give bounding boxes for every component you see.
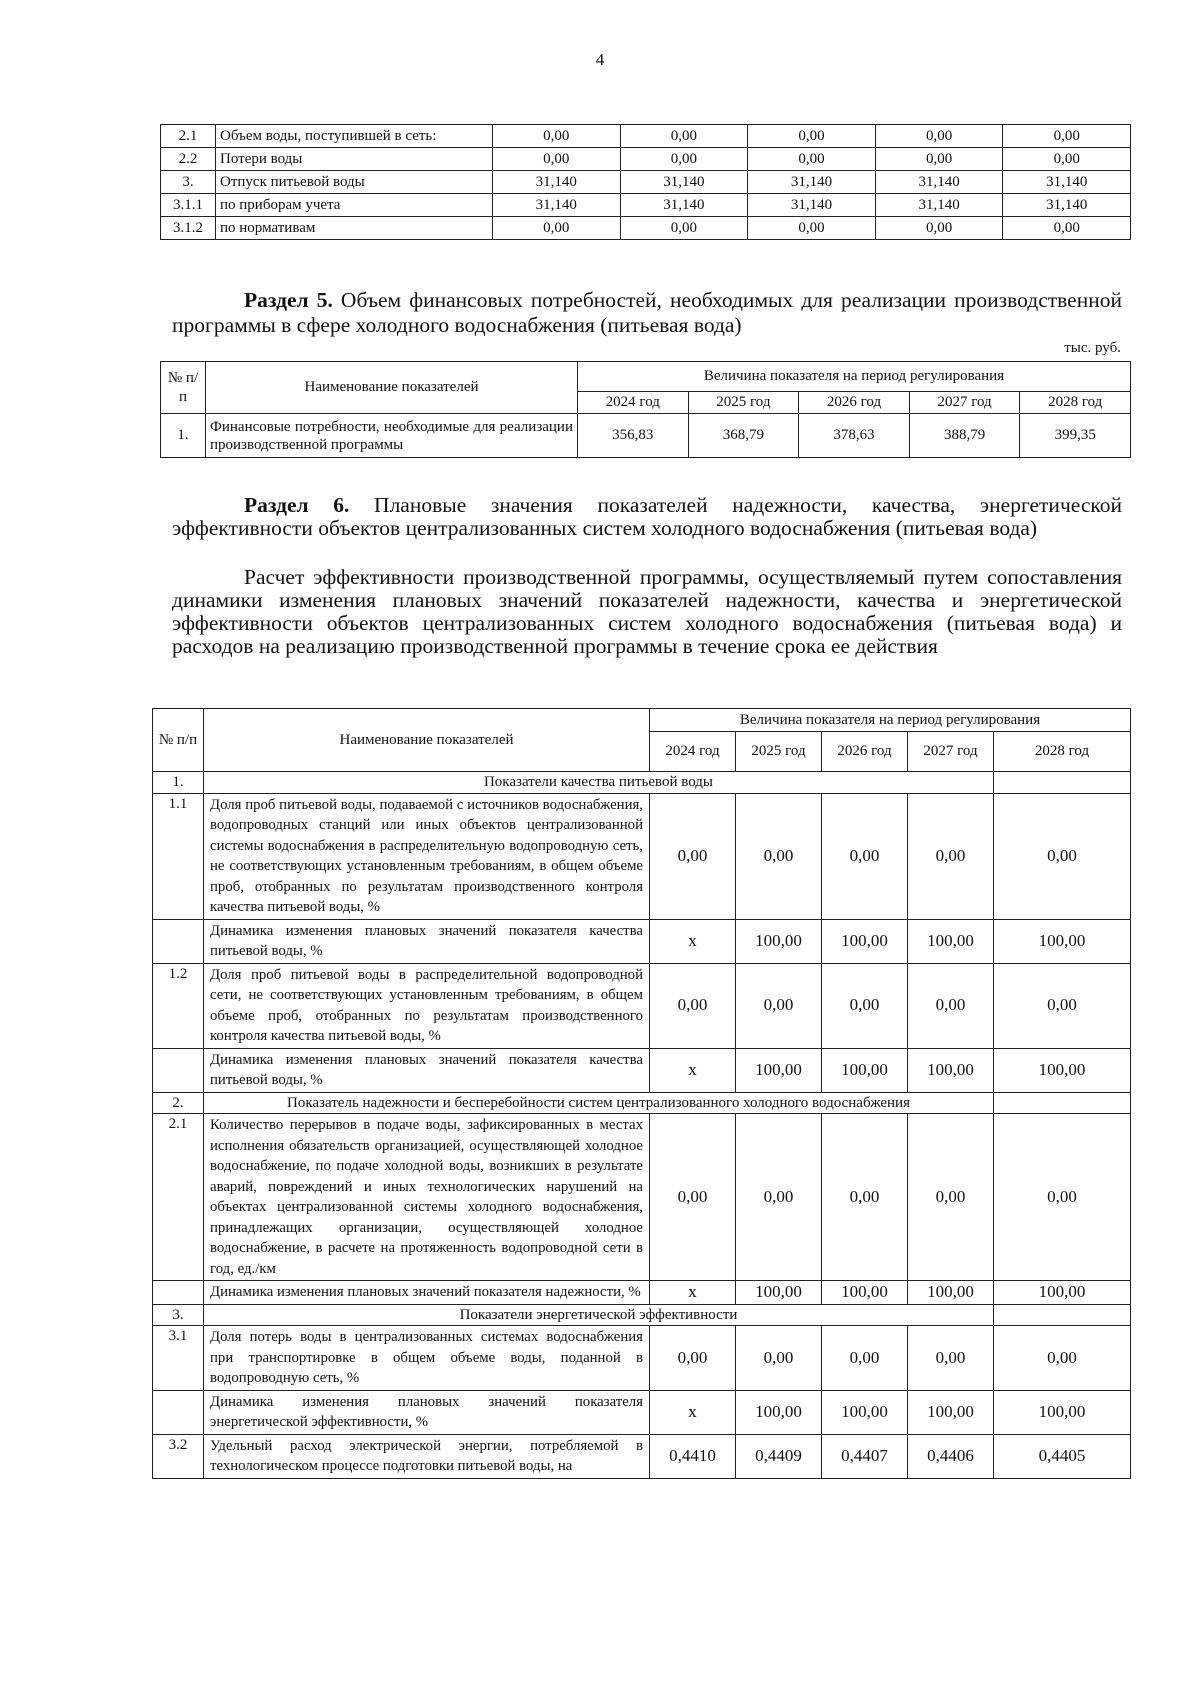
row-number: 2.2 — [161, 148, 216, 171]
table-row — [153, 963, 1131, 1048]
row-number: 1.1 — [153, 793, 204, 919]
row-label: Динамика изменения плановых значений показателя качества питьевой воды, % — [204, 1048, 650, 1092]
section-5-title: Объем финансовых потребностей, необходимых для реализации производственной программы в сфере холодного водоснабжения (питьевая вода) — [172, 288, 1122, 337]
value-cell: 0,4405 — [994, 1434, 1131, 1478]
header-name: Наименование показателей — [206, 362, 578, 414]
header-year: 2025 год — [736, 732, 822, 772]
value-cell: 0,00 — [650, 1114, 736, 1281]
value-cell: 100,00 — [822, 1390, 908, 1434]
row-number: 3. — [161, 171, 216, 194]
header-period: Величина показателя на период регулирования — [578, 362, 1131, 392]
header-year: 2028 год — [994, 732, 1131, 772]
group-number: 1. — [153, 772, 204, 794]
table-row — [161, 148, 1131, 171]
value-cell: 0,4406 — [908, 1434, 994, 1478]
value-cell: 31,140 — [620, 194, 748, 217]
value-cell: 31,140 — [748, 194, 876, 217]
section-6-heading — [172, 494, 1122, 540]
value-cell: 0,00 — [620, 217, 748, 240]
group-row — [153, 1304, 1131, 1326]
unit-label: тыс. руб. — [1064, 340, 1121, 356]
value-cell: 388,79 — [909, 414, 1020, 458]
header-year: 2027 год — [909, 392, 1020, 414]
row-label: Отпуск питьевой воды — [216, 171, 493, 194]
table-row — [153, 793, 1131, 919]
group-row — [153, 772, 1131, 794]
table-row — [161, 217, 1131, 240]
header-num: № п/п — [161, 362, 206, 414]
value-cell: 0,00 — [875, 125, 1003, 148]
table-row — [153, 1048, 1131, 1092]
value-cell: 0,00 — [736, 793, 822, 919]
value-cell: 0,00 — [994, 1326, 1131, 1391]
value-cell: 0,00 — [493, 148, 621, 171]
value-cell: 100,00 — [908, 1048, 994, 1092]
value-cell: 100,00 — [994, 1281, 1131, 1305]
row-label: Объем воды, поступившей в сеть: — [216, 125, 493, 148]
value-cell: 368,79 — [688, 414, 799, 458]
value-cell: 0,00 — [822, 793, 908, 919]
value-cell: 0,00 — [994, 1114, 1131, 1281]
value-cell: х — [650, 1048, 736, 1092]
value-cell: 0,00 — [748, 148, 876, 171]
header-period: Величина показателя на период регулирования — [650, 709, 1131, 732]
section-6-label: Раздел 6. — [244, 493, 350, 517]
row-label: Динамика изменения плановых значений показателя энергетической эффективности, % — [204, 1390, 650, 1434]
value-cell: 0,00 — [994, 963, 1131, 1048]
table-row — [153, 1281, 1131, 1305]
value-cell: 0,00 — [650, 1326, 736, 1391]
section-5-heading — [172, 288, 1122, 338]
row-label: Динамика изменения плановых значений показателя надежности, % — [204, 1281, 650, 1305]
value-cell: 0,00 — [875, 148, 1003, 171]
value-cell: 0,00 — [908, 1326, 994, 1391]
section-6-title: Плановые значения показателей надежности, качества, энергетической эффективности объектов централизованных систем холодного водоснабжения (питьевая вода) — [172, 493, 1122, 540]
value-cell: 0,00 — [1003, 148, 1131, 171]
group-title: Показатели качества питьевой воды — [204, 772, 994, 794]
value-cell: 0,00 — [736, 1326, 822, 1391]
header-year: 2027 год — [908, 732, 994, 772]
water-volume-table — [160, 124, 1131, 240]
row-label: Количество перерывов в подаче воды, зафиксированных в местах исполнения обязательств организацией, осуществляющей холодное водоснабжение, по подаче холодной воды, возникших в результате аварий, повреждений и иных технологических нарушений на объектах централизованной системы холодного водоснабжения, принадлежащих организации, осуществляющей холодное водоснабжение, в расчете на протяженность водопроводной сети в год, ед./км — [204, 1114, 650, 1281]
section-6-paragraph: Расчет эффективности производственной программы, осуществляемый путем сопоставления динамики изменения плановых значений показателей надежности, качества и энергетической эффективности объектов централизованных систем холодного водоснабжения (питьевая вода) и расходов на реализацию производственной программы в течение срока ее действия — [172, 565, 1122, 658]
table-row — [153, 1390, 1131, 1434]
indicators-table — [152, 708, 1131, 1479]
value-cell: 0,00 — [822, 963, 908, 1048]
group-title: Показатели энергетической эффективности — [204, 1304, 994, 1326]
row-label: Доля потерь воды в централизованных системах водоснабжения при транспортировке в общем объеме воды, поданной в водопроводную сеть, % — [204, 1326, 650, 1391]
row-number: 1.2 — [153, 963, 204, 1048]
value-cell: 31,140 — [1003, 194, 1131, 217]
financial-needs-table — [160, 361, 1131, 458]
value-cell: х — [650, 1390, 736, 1434]
value-cell: 0,00 — [650, 963, 736, 1048]
value-cell: 0,00 — [620, 125, 748, 148]
value-cell: 0,00 — [875, 217, 1003, 240]
value-cell: 31,140 — [748, 171, 876, 194]
row-label: Доля проб питьевой воды в распределительной водопроводной сети, не соответствующих установленным требованиям, в общем объеме проб, отобранных по результатам производственного контроля качества питьевой воды, % — [204, 963, 650, 1048]
value-cell: 0,4410 — [650, 1434, 736, 1478]
row-label: Доля проб питьевой воды, подаваемой с источников водоснабжения, водопроводных станций или иных объектов централизованной системы водоснабжения в распределительную водопроводную сеть, не соответствующих установленным требованиям, в общем объеме проб, отобранных по результатам производственного контроля качества питьевой воды, % — [204, 793, 650, 919]
header-year: 2024 год — [578, 392, 689, 414]
table-row — [161, 171, 1131, 194]
value-cell: 31,140 — [493, 194, 621, 217]
table-row — [153, 1434, 1131, 1478]
value-cell: 0,00 — [1003, 125, 1131, 148]
value-cell: 100,00 — [736, 1390, 822, 1434]
value-cell: х — [650, 1281, 736, 1305]
row-label: по нормативам — [216, 217, 493, 240]
value-cell: 31,140 — [1003, 171, 1131, 194]
value-cell: 31,140 — [875, 194, 1003, 217]
header-year: 2026 год — [822, 732, 908, 772]
value-cell: 0,00 — [620, 148, 748, 171]
value-cell: 100,00 — [994, 1048, 1131, 1092]
header-year: 2025 год — [688, 392, 799, 414]
row-number: 1. — [161, 414, 206, 458]
value-cell: 0,00 — [748, 217, 876, 240]
section-5-label: Раздел 5. — [244, 288, 333, 312]
value-cell: 0,00 — [908, 1114, 994, 1281]
group-number: 3. — [153, 1304, 204, 1326]
value-cell: 0,00 — [908, 963, 994, 1048]
header-year: 2028 год — [1020, 392, 1131, 414]
value-cell: 31,140 — [875, 171, 1003, 194]
row-label: Удельный расход электрической энергии, потребляемой в технологическом процессе подготовки питьевой воды, на — [204, 1434, 650, 1478]
value-cell: 100,00 — [822, 919, 908, 963]
value-cell: 100,00 — [994, 1390, 1131, 1434]
value-cell: 100,00 — [736, 1048, 822, 1092]
value-cell: 0,00 — [493, 125, 621, 148]
row-number: 2.1 — [161, 125, 216, 148]
value-cell: 0,00 — [822, 1326, 908, 1391]
value-cell: 0,00 — [908, 793, 994, 919]
value-cell: 100,00 — [736, 1281, 822, 1305]
table-row — [161, 414, 1131, 458]
value-cell: 100,00 — [908, 1281, 994, 1305]
row-label: Финансовые потребности, необходимые для реализации производственной программы — [206, 414, 578, 458]
value-cell: 356,83 — [578, 414, 689, 458]
value-cell: 0,4409 — [736, 1434, 822, 1478]
row-label: по приборам учета — [216, 194, 493, 217]
table-row — [161, 125, 1131, 148]
page-number: 4 — [595, 50, 605, 69]
row-number: 3.2 — [153, 1434, 204, 1478]
row-label: Потери воды — [216, 148, 493, 171]
row-number: 3.1.2 — [161, 217, 216, 240]
value-cell: 31,140 — [620, 171, 748, 194]
value-cell: 100,00 — [908, 919, 994, 963]
value-cell: 0,4407 — [822, 1434, 908, 1478]
value-cell: 0,00 — [822, 1114, 908, 1281]
value-cell: 0,00 — [650, 793, 736, 919]
header-name: Наименование показателей — [204, 709, 650, 772]
group-row — [153, 1092, 1131, 1114]
value-cell: 0,00 — [1003, 217, 1131, 240]
value-cell: 100,00 — [736, 919, 822, 963]
header-year: 2026 год — [799, 392, 910, 414]
group-title: Показатель надежности и бесперебойности систем централизованного холодного водоснабжения — [204, 1092, 994, 1114]
header-year: 2024 год — [650, 732, 736, 772]
value-cell: 31,140 — [493, 171, 621, 194]
value-cell: 100,00 — [908, 1390, 994, 1434]
value-cell: 0,00 — [736, 963, 822, 1048]
value-cell: 378,63 — [799, 414, 910, 458]
value-cell: 100,00 — [994, 919, 1131, 963]
value-cell: 399,35 — [1020, 414, 1131, 458]
value-cell: 100,00 — [822, 1281, 908, 1305]
row-number: 2.1 — [153, 1114, 204, 1281]
value-cell: 0,00 — [748, 125, 876, 148]
table-row — [153, 1326, 1131, 1391]
table-row — [153, 919, 1131, 963]
table-row — [161, 194, 1131, 217]
value-cell: 100,00 — [822, 1048, 908, 1092]
value-cell: 0,00 — [736, 1114, 822, 1281]
row-number: 3.1.1 — [161, 194, 216, 217]
row-label: Динамика изменения плановых значений показателя качества питьевой воды, % — [204, 919, 650, 963]
table-row — [153, 1114, 1131, 1281]
value-cell: х — [650, 919, 736, 963]
value-cell: 0,00 — [994, 793, 1131, 919]
group-number: 2. — [153, 1092, 204, 1114]
header-num: № п/п — [153, 709, 204, 772]
row-number: 3.1 — [153, 1326, 204, 1391]
value-cell: 0,00 — [493, 217, 621, 240]
